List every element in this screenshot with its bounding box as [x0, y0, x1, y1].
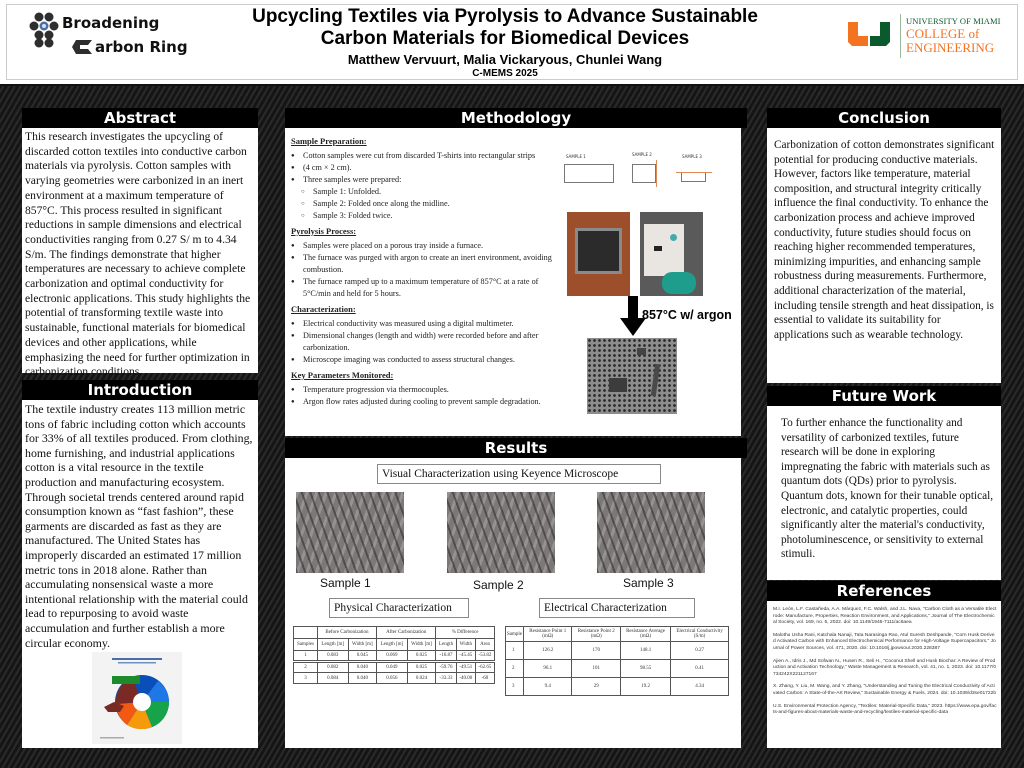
references-heading: References [767, 581, 1001, 601]
authors: Matthew Vervuurt, Malia Vickaryous, Chunlei Wang [347, 52, 663, 67]
table-cell: 0.045 [348, 651, 376, 662]
visual-characterization-caption: Visual Characterization using Keyence Microscope [377, 464, 661, 484]
list-item: ● Temperature progression via thermocouples. [291, 384, 561, 396]
college-name [906, 27, 994, 55]
poster-header [0, 0, 1024, 86]
reference-item: Ajien A., Idris J., Md Sofwan N., Husen R., Seli H., "Coconut Shell and Husk Biochar: A Review of Production and Activation Technology," Waste Management & Research, vol. 41, no. 1, 2023. doi: 10.1177/0734242X221127167 [773, 658, 997, 677]
list-item: ● Argon flow rates adjusted during cooling to prevent sample degradation. [291, 396, 561, 408]
table-cell: 3 [506, 678, 524, 696]
table-cell: 0.069 [377, 651, 408, 662]
table-cell: 19.2 [620, 678, 670, 696]
university-name: UNIVERSITY OF MIAMI [906, 16, 1001, 26]
process-condition-label: 857°C w/ argon [642, 308, 732, 322]
table-cell: 0.040 [348, 673, 376, 684]
table-header-row [294, 627, 495, 639]
table-cell: 98.55 [620, 660, 670, 678]
table-cell: 0.049 [377, 662, 408, 673]
table-header-cell: Resistance Average (mΩ) [620, 627, 670, 642]
section-heading: Key Parameters Monitored: [291, 370, 394, 380]
circular-economy-diagram-icon [92, 652, 182, 744]
table-cell: -49.51 [456, 662, 475, 673]
methodology-text [291, 136, 561, 408]
list-subitem: ○ Sample 3: Folded twice. [291, 210, 561, 222]
list-item: ● Samples were placed on a porous tray inside a furnace. [291, 240, 561, 252]
table-header-row [506, 627, 729, 642]
table-cell: -40.00 [456, 673, 475, 684]
table-cell: 0.27 [671, 642, 729, 660]
section-heading: Pyrolysis Process: [291, 226, 357, 236]
table-header-cell: Samples [294, 639, 318, 651]
title-line-2: Carbon Materials for Biomedical Devices [320, 28, 690, 49]
furnace-chamber [575, 228, 622, 274]
table-header-cell: Length [436, 639, 457, 651]
table-cell: 0.024 [407, 673, 435, 684]
display [654, 246, 662, 251]
logo-line-2: arbon Ring [95, 38, 188, 56]
sketch-label: SAMPLE 3 [682, 154, 702, 159]
fold-line [656, 160, 657, 187]
reference-item: M.I. León, L.F. Castañeda, A.A. Márquez, F.C. Walsh, and J.L. Nava, "Carbon Cloth as a Versatile Electrode: Manufacture, Properties, Reaction Environment, and Applications," Journal of The Electrochemical Society, vol. 169, no. 5, 2022. doi: 10.1149/1945-7111/ac6aea [773, 607, 997, 626]
sketch-label: SAMPLE 2 [632, 152, 652, 157]
table-cell: 126.2 [524, 642, 572, 660]
table-row [294, 662, 495, 673]
list-item: ● Dimensional changes (length and width) were recorded before and after carbonization. [291, 330, 561, 354]
table-cell: 0.056 [377, 673, 408, 684]
table-cell: 170 [572, 642, 620, 660]
abstract-panel [22, 128, 258, 379]
future-work-text: To further enhance the functionality and versatility of carbonized textiles, future research will be done in exploring impregnating the fabric with materials such as quantum dots (QDs) prior to pyrolysis. Quantum dots, known for their tunable optical, electronic, and catalytic properties, could significantly alter the material's conductivity, photoluminescence, or sensitivity to external stimuli. [781, 417, 994, 561]
microscope-image-sample-2 [447, 492, 555, 573]
conclusion-text: Carbonization of cotton demonstrates significant potential for producing conductive materials. However, factors like temperature, material composition, and structural integrity critically influence the final conductivity. To enhance the carbonization process and achieve improved conductivity, future studies should focus on reaching higher recommended temperatures, minimizing impurities, and enhancing sample robustness during measurements. Furthermore, additional characterization of the material, including tensile strength and heat dissipation, is essential to validate its suitability for applications such as wearable technology. [774, 139, 995, 341]
future-work-heading: Future Work [767, 386, 1001, 406]
table-header-cell: Width [m] [407, 639, 435, 651]
list-item: ● The furnace ramped up to a maximum temperature of 857°C at a rate of 5°C/min and held for 5 hours. [291, 276, 561, 300]
table-cell: 0.083 [317, 651, 348, 662]
list-item: ● Microscope imaging was conducted to assess structural changes. [291, 354, 561, 366]
table-header-row [294, 639, 495, 651]
methodology-panel [285, 128, 741, 436]
carbonized-samples-tray-photo [587, 338, 677, 414]
table-cell: 0.040 [348, 662, 376, 673]
list-subitem: ○ Sample 1: Unfolded. [291, 186, 561, 198]
section-heading: Characterization: [291, 304, 356, 314]
table-header-cell: Length [m] [317, 639, 348, 651]
table-group-header: After Carbonization [377, 627, 436, 639]
university-of-miami-logo [848, 14, 1018, 60]
table-row [506, 642, 729, 660]
table-cell: 0.082 [317, 662, 348, 673]
table-cell: 101 [572, 660, 620, 678]
hexagon-cluster-icon [26, 12, 64, 48]
electrical-characterization-table [505, 626, 729, 696]
table-row [294, 651, 495, 662]
sample-3-shape [681, 172, 706, 182]
electrical-characterization-caption: Electrical Characterization [539, 598, 695, 618]
table-cell: 3 [294, 673, 318, 684]
sample-label: Sample 1 [320, 576, 371, 590]
table-cell: 29 [572, 678, 620, 696]
table-cell: -33.33 [436, 673, 457, 684]
physical-characterization-caption: Physical Characterization [329, 598, 469, 618]
table-cell: -59.76 [436, 662, 457, 673]
future-work-panel [767, 406, 1001, 580]
sample-2-shape [632, 164, 656, 183]
introduction-panel [22, 400, 258, 748]
list-item: ● Cotton samples were cut from discarded T-shirts into rectangular strips [291, 150, 561, 162]
bullet-list [291, 240, 561, 300]
table-header-cell: Width [m] [348, 639, 376, 651]
carbonized-sample [651, 364, 660, 396]
table-cell: 148.1 [620, 642, 670, 660]
list-item: ● The furnace was purged with argon to create an inert environment, avoiding combustion. [291, 252, 561, 276]
sample-fold-sketch [560, 152, 730, 192]
table-cell: 0.025 [407, 651, 435, 662]
introduction-text: The textile industry creates 113 million metric tons of fabric including cotton which accounts for 33% of all textiles produced. From clothing, home furnishing, and industrial applications cotton is a vital resource in the textile production and manufacturing ecosystem. Through societal trends centered around rapid consumption known as “fast fashion”, these garments are discarded as fast as they are manufactured. The United States has improperly discarded an estimated 17 million metric tons in 2018 alone. Rather than accumulating nonsensical waste a more intentional relationship with the material could lead to repurposing to avoid waste accumulation and further establish a more circular economy. [25, 402, 253, 650]
introduction-heading: Introduction [22, 380, 258, 400]
table-header-cell: Area [475, 639, 494, 651]
section-heading: Sample Preparation: [291, 136, 367, 146]
table-cell: 0.41 [671, 660, 729, 678]
carbonized-sample [609, 378, 627, 392]
bullet-list [291, 384, 561, 408]
table-header-cell: Length [m] [377, 639, 408, 651]
bullet-list [291, 318, 561, 366]
table-cell: 2 [294, 662, 318, 673]
table-cell: 4.34 [671, 678, 729, 696]
table-cell: -60 [475, 673, 494, 684]
argon-tank [662, 272, 696, 294]
poster-title [200, 6, 810, 50]
conclusion-heading: Conclusion [767, 108, 1001, 128]
table-cell: 2 [506, 660, 524, 678]
list-item: ● (4 cm × 2 cm). [291, 162, 561, 174]
sketch-label: SAMPLE 1 [566, 154, 586, 159]
table-cell: -62.65 [475, 662, 494, 673]
college-line-2: ENGINEERING [906, 40, 995, 55]
conference-label: C-MEMS 2025 [472, 68, 538, 79]
title-line-1: Upcycling Textiles via Pyrolysis to Advance Sustainable [252, 6, 758, 27]
physical-characterization-table [293, 626, 495, 684]
reference-item: U.S. Environmental Protection Agency, "Textiles: Material-Specific Data," 2023. https://www.epa.gov/facts-and-figures-about-materials-waste-and-recycling/textiles-material-specific-data [773, 703, 997, 716]
reference-item: Malothu Usha Rani, Katchala Nanaji, Tata Narasinga Rao, Atul Suresh Deshpande, "Corn Husk Derived Activated Carbon with Enhanced Electrochemical Performance for High-Voltage Supercapacitors," Journal of Power Sources, vol. 471, 2020. doi: 10.1016/j.jpowsour.2020.228387 [773, 632, 996, 651]
conclusion-panel [767, 128, 1001, 383]
table-header-cell: Electrical Conductivity (S/m) [671, 627, 729, 642]
microscope-image-sample-3 [597, 492, 705, 573]
logo-divider [900, 14, 901, 58]
reference-item: X. Zhang, Y. Liu, M. Wang, and Y. Zhang, "Understanding and Tuning the Electrical Conductivity of Activated Carbon: A State-of-the-Art Review," Sustainable Energy & Fuels, 2024. doi: 10.1039/d3se01722b [773, 684, 997, 696]
table-cell: 0.084 [317, 673, 348, 684]
controller-photo [640, 212, 703, 296]
table-header-cell: Width [456, 639, 475, 651]
circular-economy-figure [92, 652, 182, 744]
table-cell: -53.82 [475, 651, 494, 662]
table-group-header: % Difference [436, 627, 495, 639]
abstract-heading: Abstract [22, 108, 258, 128]
control-panel [644, 224, 684, 276]
sample-label: Sample 2 [473, 578, 524, 592]
table-cell: -45.45 [456, 651, 475, 662]
gauge [670, 234, 677, 241]
fold-line [676, 172, 712, 173]
table-cell: 1 [294, 651, 318, 662]
table-header-cell: Sample [506, 627, 524, 642]
table-cell: 9.4 [524, 678, 572, 696]
carbon-c-icon [72, 38, 96, 56]
table-cell: 1 [506, 642, 524, 660]
list-item: ● Electrical conductivity was measured using a digital multimeter. [291, 318, 561, 330]
microscope-image-sample-1 [296, 492, 404, 573]
table-header-cell: Resistance Point 1 (mΩ) [524, 627, 572, 642]
table-cell: 96.1 [524, 660, 572, 678]
table-row [294, 673, 495, 684]
list-item: ● Three samples were prepared: [291, 174, 561, 186]
results-heading: Results [285, 438, 747, 458]
table-cell: -16.87 [436, 651, 457, 662]
abstract-text: This research investigates the upcycling of discarded cotton textiles into conductive carbon materials via pyrolysis. Cotton samples with varying geometries were carbonized in an inert environment at a maximum temperature of 857°C. This process resulted in significant reductions in sample dimensions and electrical conductivities ranging from 0.27 S/ m to 4.34 S/m. The findings demonstrate that higher temperatures are necessary to achieve complete carbonization and optimal conductivity for electronic applications. This study highlights the potential of transforming textile waste into sustainable, functional materials for biomedical devices and other applications, while emphasizing the need for further optimization in carbonization conditions. [25, 130, 251, 379]
table-header-cell: Resistance Point 2 (mΩ) [572, 627, 620, 642]
bullet-list [291, 150, 561, 222]
table-row [506, 678, 729, 696]
sample-1-shape [564, 164, 614, 183]
methodology-heading: Methodology [285, 108, 747, 128]
carbonized-sample [637, 348, 646, 355]
college-line-1: COLLEGE of [906, 26, 980, 41]
u-logo-icon [848, 22, 890, 46]
furnace-photo [567, 212, 630, 296]
references-panel [767, 601, 1001, 748]
list-subitem: ○ Sample 2: Folded once along the midline. [291, 198, 561, 210]
table-header-cell [294, 627, 318, 639]
sample-label: Sample 3 [623, 576, 674, 590]
table-cell: 0.025 [407, 662, 435, 673]
results-panel [285, 458, 741, 748]
logo-line-1: Broadening [62, 14, 160, 32]
broadening-carbon-ring-logo [22, 10, 192, 62]
table-row [506, 660, 729, 678]
table-group-header: Before Carbonization [317, 627, 376, 639]
